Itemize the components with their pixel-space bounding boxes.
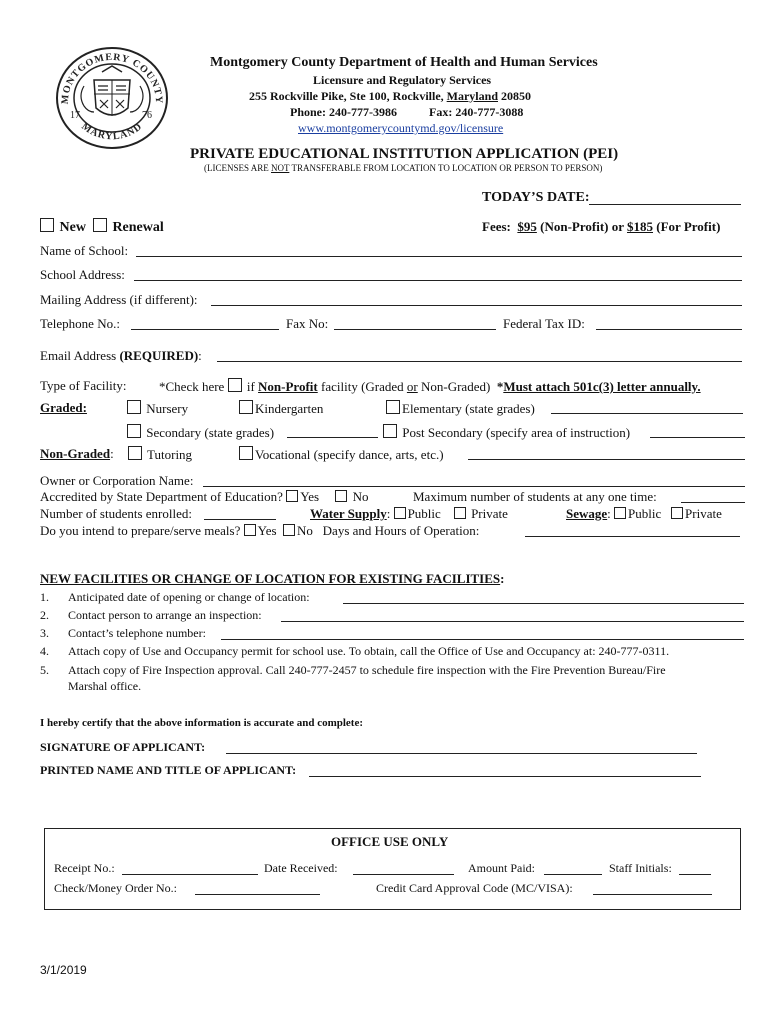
meals-no-checkbox[interactable]	[283, 524, 295, 536]
facility-type-label: Type of Facility:	[40, 378, 127, 393]
owner-name-label: Owner or Corporation Name:	[40, 473, 194, 488]
vocational-checkbox[interactable]	[239, 446, 253, 460]
secondary-checkbox[interactable]	[127, 424, 141, 438]
meals-line: Do you intend to prepare/serve meals? Yes No Days and Hours of Operation:	[40, 523, 480, 538]
days-hours-field[interactable]	[525, 524, 740, 537]
contact-phone-field[interactable]	[221, 627, 744, 640]
county-seal	[54, 46, 170, 150]
renewal-checkbox[interactable]	[93, 218, 107, 232]
seal-bottom-text: MARYLAND	[79, 121, 145, 143]
fees-info: Fees: $95 (Non-Profit) or $185 (For Profit)	[482, 219, 721, 234]
non-graded-label: Non-Graded:	[40, 446, 114, 461]
list-item: Anticipated date of opening or change of location:	[68, 590, 310, 604]
non-profit-checkbox[interactable]	[228, 378, 242, 392]
list-item-continued: Marshal office.	[68, 679, 142, 693]
printed-name-label: PRINTED NAME AND TITLE OF APPLICANT:	[40, 763, 297, 777]
mailing-address-field[interactable]	[211, 293, 742, 306]
certify-statement: I hereby certify that the above information is accurate and complete:	[40, 717, 364, 729]
vocational-option[interactable]: Vocational (specify dance, arts, etc.)	[239, 446, 444, 463]
email-label: Email Address (REQUIRED):	[40, 348, 202, 363]
email-field[interactable]	[217, 349, 742, 362]
telephone-label: Telephone No.:	[40, 316, 120, 331]
num-enrolled-label: Number of students enrolled:	[40, 506, 192, 521]
max-students-label: Maximum number of students at any one time:	[413, 489, 657, 504]
renewal-label: Renewal	[112, 220, 164, 235]
list-item-number: 1.	[40, 590, 49, 604]
federal-tax-field[interactable]	[596, 317, 742, 330]
new-facilities-heading: NEW FACILITIES OR CHANGE OF LOCATION FOR EXISTING FACILITIES:	[40, 571, 505, 586]
list-item: Attach copy of Fire Inspection approval. Call 240-777-2457 to schedule fire inspection with the Fire Prevention Bureau/Fire	[68, 663, 666, 677]
owner-name-field[interactable]	[203, 474, 745, 487]
meals-yes-checkbox[interactable]	[244, 524, 256, 536]
signature-label: SIGNATURE OF APPLICANT:	[40, 740, 206, 754]
list-item: Contact’s telephone number:	[68, 626, 206, 640]
website-link[interactable]: www.montgomerycountymd.gov/licensure	[298, 121, 504, 135]
tutoring-checkbox[interactable]	[128, 446, 142, 460]
elementary-grades-field[interactable]	[551, 401, 743, 414]
secondary-grades-field[interactable]	[287, 425, 378, 438]
cc-code-label: Credit Card Approval Code (MC/VISA):	[376, 881, 573, 895]
department-name: Montgomery County Department of Health and Human Services	[210, 55, 598, 70]
sewage-public-checkbox[interactable]	[614, 507, 626, 519]
signature-field[interactable]	[226, 741, 697, 754]
fax-field[interactable]	[334, 317, 496, 330]
list-item-number: 5.	[40, 663, 49, 677]
sewage-private-checkbox[interactable]	[671, 507, 683, 519]
graded-label: Graded:	[40, 400, 87, 415]
list-item: Contact person to arrange an inspection:	[68, 608, 262, 622]
opening-date-field[interactable]	[343, 591, 744, 604]
todays-date-field[interactable]	[589, 192, 741, 205]
amount-paid-field[interactable]	[544, 862, 602, 875]
staff-initials-label: Staff Initials:	[609, 861, 672, 875]
contact-person-field[interactable]	[281, 609, 744, 622]
secondary-option[interactable]: Secondary (state grades)	[127, 424, 274, 441]
post-secondary-option[interactable]: Post Secondary (specify area of instruction)	[383, 424, 630, 441]
seal-left-number: 17	[70, 110, 80, 121]
list-item-number: 2.	[40, 608, 49, 622]
post-secondary-field[interactable]	[650, 425, 745, 438]
todays-date-label: TODAY’S DATE:	[482, 190, 590, 205]
form-title: PRIVATE EDUCATIONAL INSTITUTION APPLICATION (PEI)	[190, 146, 619, 162]
fax-label: Fax No:	[286, 316, 329, 331]
printed-name-field[interactable]	[309, 764, 701, 777]
school-address-field[interactable]	[134, 268, 742, 281]
seal-emblem	[81, 66, 143, 116]
seal-top-text: MONTGOMERY COUNTY	[59, 51, 165, 105]
list-item: Attach copy of Use and Occupancy permit for school use. To obtain, call the Office of Use and Occupancy at: 240-777-0311.	[68, 644, 670, 658]
max-students-field[interactable]	[681, 490, 745, 503]
school-name-label: Name of School:	[40, 243, 129, 258]
date-received-field[interactable]	[353, 862, 454, 875]
receipt-field[interactable]	[122, 862, 258, 875]
receipt-label: Receipt No.:	[54, 861, 115, 875]
elementary-option[interactable]: Elementary (state grades)	[386, 400, 535, 417]
accredited-yes-checkbox[interactable]	[286, 490, 298, 502]
new-label: New	[59, 220, 86, 235]
mailing-address-label: Mailing Address (if different):	[40, 292, 198, 307]
tutoring-option[interactable]: Tutoring	[128, 446, 192, 463]
cc-code-field[interactable]	[593, 882, 712, 895]
telephone-field[interactable]	[131, 317, 279, 330]
staff-initials-field[interactable]	[679, 862, 711, 875]
sewage-group: Sewage: Public Private	[566, 506, 722, 521]
kindergarten-checkbox[interactable]	[239, 400, 253, 414]
accredited-line: Accredited by State Department of Education? Yes No	[40, 489, 369, 504]
elementary-checkbox[interactable]	[386, 400, 400, 414]
form-subtitle: (LICENSES ARE NOT TRANSFERABLE FROM LOCATION TO LOCATION OR PERSON TO PERSON)	[204, 163, 603, 173]
office-phone: Phone: 240-777-3986	[290, 105, 397, 119]
office-address: 255 Rockville Pike, Ste 100, Rockville, Maryland 20850	[249, 89, 531, 103]
vocational-field[interactable]	[468, 447, 745, 460]
water-public-checkbox[interactable]	[394, 507, 406, 519]
check-no-label: Check/Money Order No.:	[54, 881, 177, 895]
nursery-option[interactable]: Nursery	[127, 400, 188, 417]
list-item-number: 3.	[40, 626, 49, 640]
svg-text:MARYLAND	[79, 121, 144, 142]
seal-right-number: 76	[142, 110, 152, 121]
office-use-title: OFFICE USE ONLY	[331, 834, 449, 849]
water-supply-group: Water Supply: Public Private	[310, 506, 508, 521]
post-secondary-checkbox[interactable]	[383, 424, 397, 438]
accredited-no-checkbox[interactable]	[335, 490, 347, 502]
footer-revision-date: 3/1/2019	[40, 963, 87, 977]
date-received-label: Date Received:	[264, 861, 338, 875]
school-name-field[interactable]	[136, 244, 742, 257]
num-enrolled-field[interactable]	[204, 507, 276, 520]
list-item-number: 4.	[40, 644, 49, 658]
application-type	[40, 218, 164, 236]
division-name: Licensure and Regulatory Services	[313, 73, 492, 87]
federal-tax-label: Federal Tax ID:	[503, 316, 585, 331]
amount-paid-label: Amount Paid:	[468, 861, 536, 875]
non-profit-line: *Check here if Non-Profit facility (Graded or Non-Graded) *Must attach 501c(3) letter annually.	[159, 379, 701, 394]
check-no-field[interactable]	[195, 882, 320, 895]
water-private-checkbox[interactable]	[454, 507, 466, 519]
office-fax: Fax: 240-777-3088	[429, 105, 524, 119]
school-address-label: School Address:	[40, 267, 125, 282]
new-checkbox[interactable]	[40, 218, 54, 232]
kindergarten-option[interactable]: Kindergarten	[239, 400, 323, 417]
nursery-checkbox[interactable]	[127, 400, 141, 414]
